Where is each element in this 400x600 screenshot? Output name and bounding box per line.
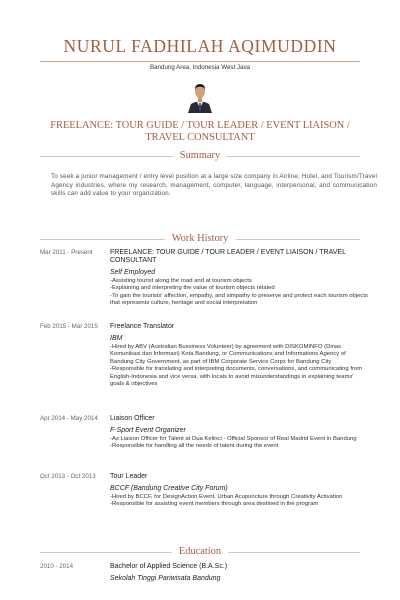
work-entry-title: Liaison Officer	[110, 415, 155, 422]
work-entry-line: -To gain the tourists' affection, empathy, and simpathy to preserve and protect each tourism objects that represents culture, heritage and social interpretation	[110, 292, 368, 307]
work-entry-date: Mar 2011 - Present	[40, 249, 93, 256]
profile-photo	[185, 80, 215, 113]
summary-text: To seek a junior management / entry level position at a large size company in Airline, Hotel, and Tourism/Travel Agency industries, where my research, management, computer, language, interpersonal, and communication skills can add value to your organization.	[51, 173, 377, 198]
work-entry-line: -Responsible for assisting event members through area destined in the program	[110, 501, 319, 508]
work-entry-body	[110, 323, 368, 388]
summary-section-title	[0, 151, 400, 161]
work-entry-date: Apr 2014 - May 2014	[40, 415, 98, 422]
work-entry-line: -Explaining and interpreting the value of tourism objects related	[110, 285, 275, 292]
work-entry-line: -Hired by ABV (Australian Bussiness Volunteer) by agreement with DISKOMINFO (Dinas Komunikasi dan Informasi) Kota Bandung, or Communications and Informations Agency of Bandung City Government, as part of IBM Corporate Service Corps for Bandung City	[110, 344, 346, 365]
work-entry-company: BCCF (Bandung Creative City Forum)	[110, 485, 228, 492]
work-entry-company: Self Employed	[110, 269, 156, 276]
work-entry-description	[110, 278, 368, 308]
work-entry-description	[110, 494, 368, 509]
education-entry-body	[110, 563, 368, 583]
profile-photo-image	[185, 80, 215, 113]
work-entry-company: IBM	[110, 335, 123, 342]
work-entry-line: -Responsible for translating and interpreting documents, conversations, and communicating from English-Indonesia and vice versa, with locals to avoid misunderstandings in explaining teams' goals & objectives	[110, 366, 363, 388]
education-entry-date: 2010 - 2014	[40, 563, 74, 570]
work-entry-line: -Hired by BCCF, for DesignAction Event, Urban Acupuncture through Creativity Activation	[110, 494, 343, 500]
professional-headline: FREELANCE: TOUR GUIDE / TOUR LEADER / EVENT LIAISON / TRAVEL CONSULTANT	[50, 120, 350, 143]
work-entry-date: Oct 2013 - Oct 2013	[40, 473, 96, 480]
work-entry-company: F-Sport Event Organizer	[110, 427, 186, 434]
work-entry-body	[110, 473, 368, 509]
summary-heading: Summary	[173, 150, 227, 161]
candidate-name: NURUL FADHILAH AQIMUDDIN	[63, 36, 337, 56]
work-entry-title: FREELANCE: TOUR GUIDE / TOUR LEADER / EVENT LIAISON / TRAVEL CONSULTANT	[110, 249, 346, 264]
work-entry-body	[110, 249, 368, 308]
candidate-location: Bandung Area, Indonesia West Java	[150, 64, 250, 71]
work-entry-line: -Responsible for handling all the needs of talent during the event	[110, 443, 279, 450]
work-entry-date: Feb 2015 - Mar 2015	[40, 323, 98, 330]
work-entry-title: Tour Leader	[110, 473, 148, 480]
work-entry-line: -Assisting tourist along the road and at tourism objects	[110, 278, 252, 284]
work-entry-description	[110, 436, 368, 451]
work-entry-body	[110, 415, 368, 451]
education-school: Sekolah Tinggi Pariwisata Bandung	[110, 575, 221, 582]
education-degree: Bachelor of Applied Science (B.A.Sc.)	[110, 563, 228, 570]
work-entry-line: -As Liaison Officer for Talent at Dua Kelinci - Official Sponsor of Real Madrid Event in Bandung	[110, 436, 357, 442]
work-history-section-title	[0, 234, 400, 244]
education-heading: Education	[172, 546, 228, 557]
name-divider	[40, 61, 360, 62]
work-entry-description	[110, 344, 368, 388]
education-section-title	[0, 547, 400, 557]
work-entry-title: Freelance Translator	[110, 323, 175, 330]
work-history-heading: Work History	[165, 233, 236, 244]
